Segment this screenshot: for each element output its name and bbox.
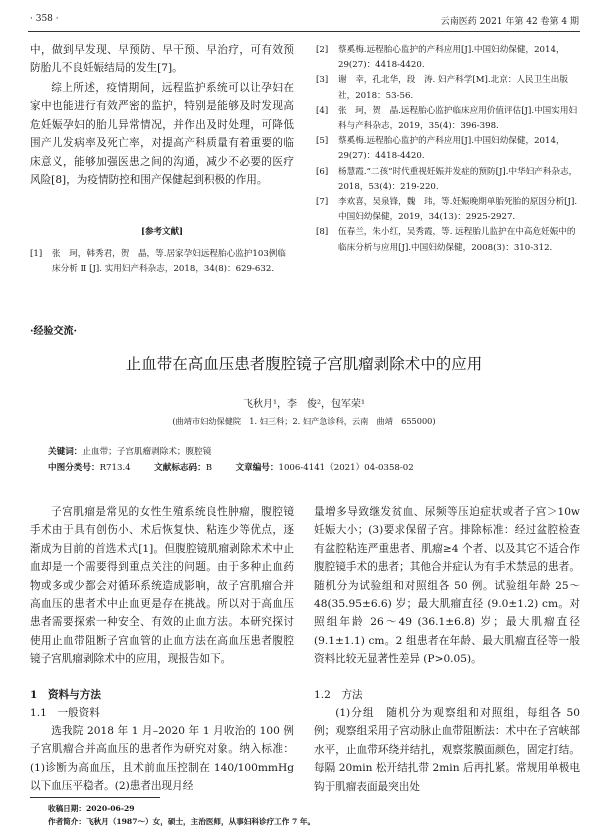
reference-number: [1] <box>30 249 43 259</box>
article-affiliation: (曲靖市妇幼保健院 1. 妇三科；2. 妇产急诊科，云南 曲靖 655000) <box>172 416 436 426</box>
reference-number: [5] <box>316 136 329 147</box>
page-number: · 358 · <box>30 14 59 24</box>
top-left-para1: 中，做到早发现、早预防、早干预、早治疗，可有效预防胎儿不良妊娠结局的发生[7]。 <box>30 44 294 75</box>
article-title: 止血带在高血压患者腹腔镜子宫肌瘤剥除术中的应用 <box>125 355 483 373</box>
reference-item <box>316 104 578 134</box>
top-left-para2: 综上所述，疫情期间，远程监护系统可以让孕妇在家中也能进行有效严密的监护，特别是能够及时发现高危妊娠孕妇的胎儿异常情况，并作出及时处理，可降低围产儿发病率及死亡率，对提高产科质量有着重要的临床意义，能够加强医患之间的沟通，减少不必要的医疗风险[8]，为疫情防控和围产保健起到积极的作用。 <box>30 82 294 187</box>
reference-number: [4] <box>316 105 329 116</box>
references-title: [参考文献] <box>140 227 184 237</box>
article-no: 1006-4141（2021）04-0358-02 <box>278 463 414 473</box>
reference-item <box>30 247 294 277</box>
reference-text: 蔡奚梅.远程胎心监护的产科应用[J].中国妇幼保健，2014，29(27)：4418-4420. <box>338 45 565 71</box>
reference-item <box>316 134 578 164</box>
author-bio: 作者简介：飞秋月（1987～）女，硕士，主治医师，从事妇科诊疗工作 7 年。 <box>48 817 316 826</box>
doc-code-label: 文献标志码： <box>154 463 206 473</box>
reference-number: [7] <box>316 197 329 208</box>
reference-list-left <box>30 247 294 277</box>
reference-number: [2] <box>316 45 329 55</box>
section-heading-1: 1 资料与方法 <box>30 689 101 701</box>
reference-text: 伍春兰，朱小红，吴秀霞，等. 远程胎儿监护在中高危妊娠中的临床分析与应用[J].中国妇幼保健，2008(3)：310-312. <box>338 227 576 253</box>
clc-code: R713.4 <box>99 463 131 473</box>
journal-issue: 云南医药 2021 年第 42 卷第 4 期 <box>440 17 579 27</box>
para-1-1: 选我院 2018 年 1 月–2020 年 1 月收治的 100 例子宫肌瘤合并高血压的患者作为研究对象。纳入标准：(1)诊断为高血压，且术前血压控制在 140/100mmHg 以下血压平稳者。(2)患者出现月经 <box>30 725 294 793</box>
reference-item <box>316 165 578 195</box>
body-intro: 子宫肌瘤是常见的女性生殖系统良性肿瘤，腹腔镜手术由于具有创伤小、术后恢复快、粘连少等优点，逐渐成为目前的首选术式[1]。但腹腔镜肌瘤剥除术术中止血却是一个需要得到重点关注的问题。由于多种止血药物或多或少都会对循环系统造成影响，故子宫肌瘤合并高血压的患者术中止血更是存在挑战。所以对于高血压患者需要探索一种安全、有效的止血方法。本研究探讨使用止血带阻断子宫血管的止血方法在高血压患者腹腔镜子宫肌瘤剥除术中的应用，现报告如下。 <box>30 506 294 666</box>
footnote-rule <box>30 797 160 798</box>
subsection-heading-1-1: 1.1 一般资料 <box>30 707 100 719</box>
reference-text: 张 珂，贺 晶.远程胎心监护临床应用价值评估[J].中国实用妇科与产科杂志，2019，35(4)：396-398. <box>338 105 578 132</box>
reference-text: 谢 幸，孔北华，段 涛. 妇产科学[M].北京：人民卫生出版社，2018：53-56. <box>338 75 568 101</box>
reference-text: 杨慧霞.“二孩”时代重视妊娠并发症的预防[J].中华妇产科杂志，2018，53(4)：219-220. <box>338 166 578 192</box>
reference-list-right <box>316 43 578 256</box>
clc-label: 中图分类号： <box>48 463 100 473</box>
article-no-label: 文章编号： <box>235 463 279 473</box>
keywords-label: 关键词： <box>48 447 83 457</box>
article-authors: 飞秋月¹，李 俊²，包军荣¹ <box>242 399 366 410</box>
reference-item <box>316 225 578 255</box>
reference-item <box>316 195 578 225</box>
header-rule <box>28 31 580 32</box>
reference-number: [6] <box>316 166 329 177</box>
subsection-heading-1-2: 1.2 方法 <box>314 689 363 701</box>
section-tag: ·经验交流· <box>30 326 77 337</box>
reference-item <box>316 43 578 73</box>
reference-number: [3] <box>316 75 329 86</box>
keywords: 止血带；子宫肌瘤剥除术；腹腔镜 <box>82 447 212 457</box>
reference-text: 张 珂，韩秀君，贺 晶，等.居家孕妇远程胎心监护103例临床分析 Ⅱ [J]. 实用妇产科杂志，2018，34(8)：629-632. <box>52 249 286 275</box>
keywords-line <box>48 445 568 460</box>
reference-text: 李欢喜，吴泉锋，魏 玮，等.妊娠晚期单胎死胎的原因分析[J].中国妇幼保健，2019，34(13)：2925-2927. <box>338 197 578 223</box>
reference-number: [8] <box>316 227 329 238</box>
received-date: 收稿日期：2020-06-29 <box>48 804 135 813</box>
classification-line <box>48 461 588 476</box>
reference-item <box>316 73 578 103</box>
reference-text: 蔡奚梅.远程胎心监护的产科应用[J].中国妇幼保健，2014，29(27)：4418-4420. <box>338 136 565 162</box>
para-1-2: (1)分组 随机分为观察组和对照组，每组各 50 例；观察组采用子宫动脉止血带阻断法：术中在子宫峡部水平，止血带环绕并结扎，观察浆膜面颜色，固定打结。每隔 20min 松开结扎带 2min 后再扎紧。常规用单极电钩于肌瘤表面最突出处 <box>314 707 580 793</box>
doc-code: B <box>205 463 213 473</box>
footnote <box>48 802 588 828</box>
para-continued: 量增多导致继发贫血、尿频等压迫症状或者子宫＞10w 妊娠大小；(3)要求保留子宫。排除标准：经过盆腔检查有盆腔粘连严重患者、肌瘤≥4 个者、以及其它不适合作腹腔镜手术的患者；其他合并症认为有手术禁忌的患者。随机分为试验组和对照组各 50 例。试验组年龄 25～48(35.95±6.6) 岁；最大肌瘤直径 (9.0±1.2) cm。对照组年龄 26～49 (36.1±6.8) 岁；最大肌瘤直径 (9.1±1.1) cm。2 组患者在年龄、最大肌瘤直径等一般资料比较无显著性差异 (P>0.05)。 <box>314 506 580 666</box>
